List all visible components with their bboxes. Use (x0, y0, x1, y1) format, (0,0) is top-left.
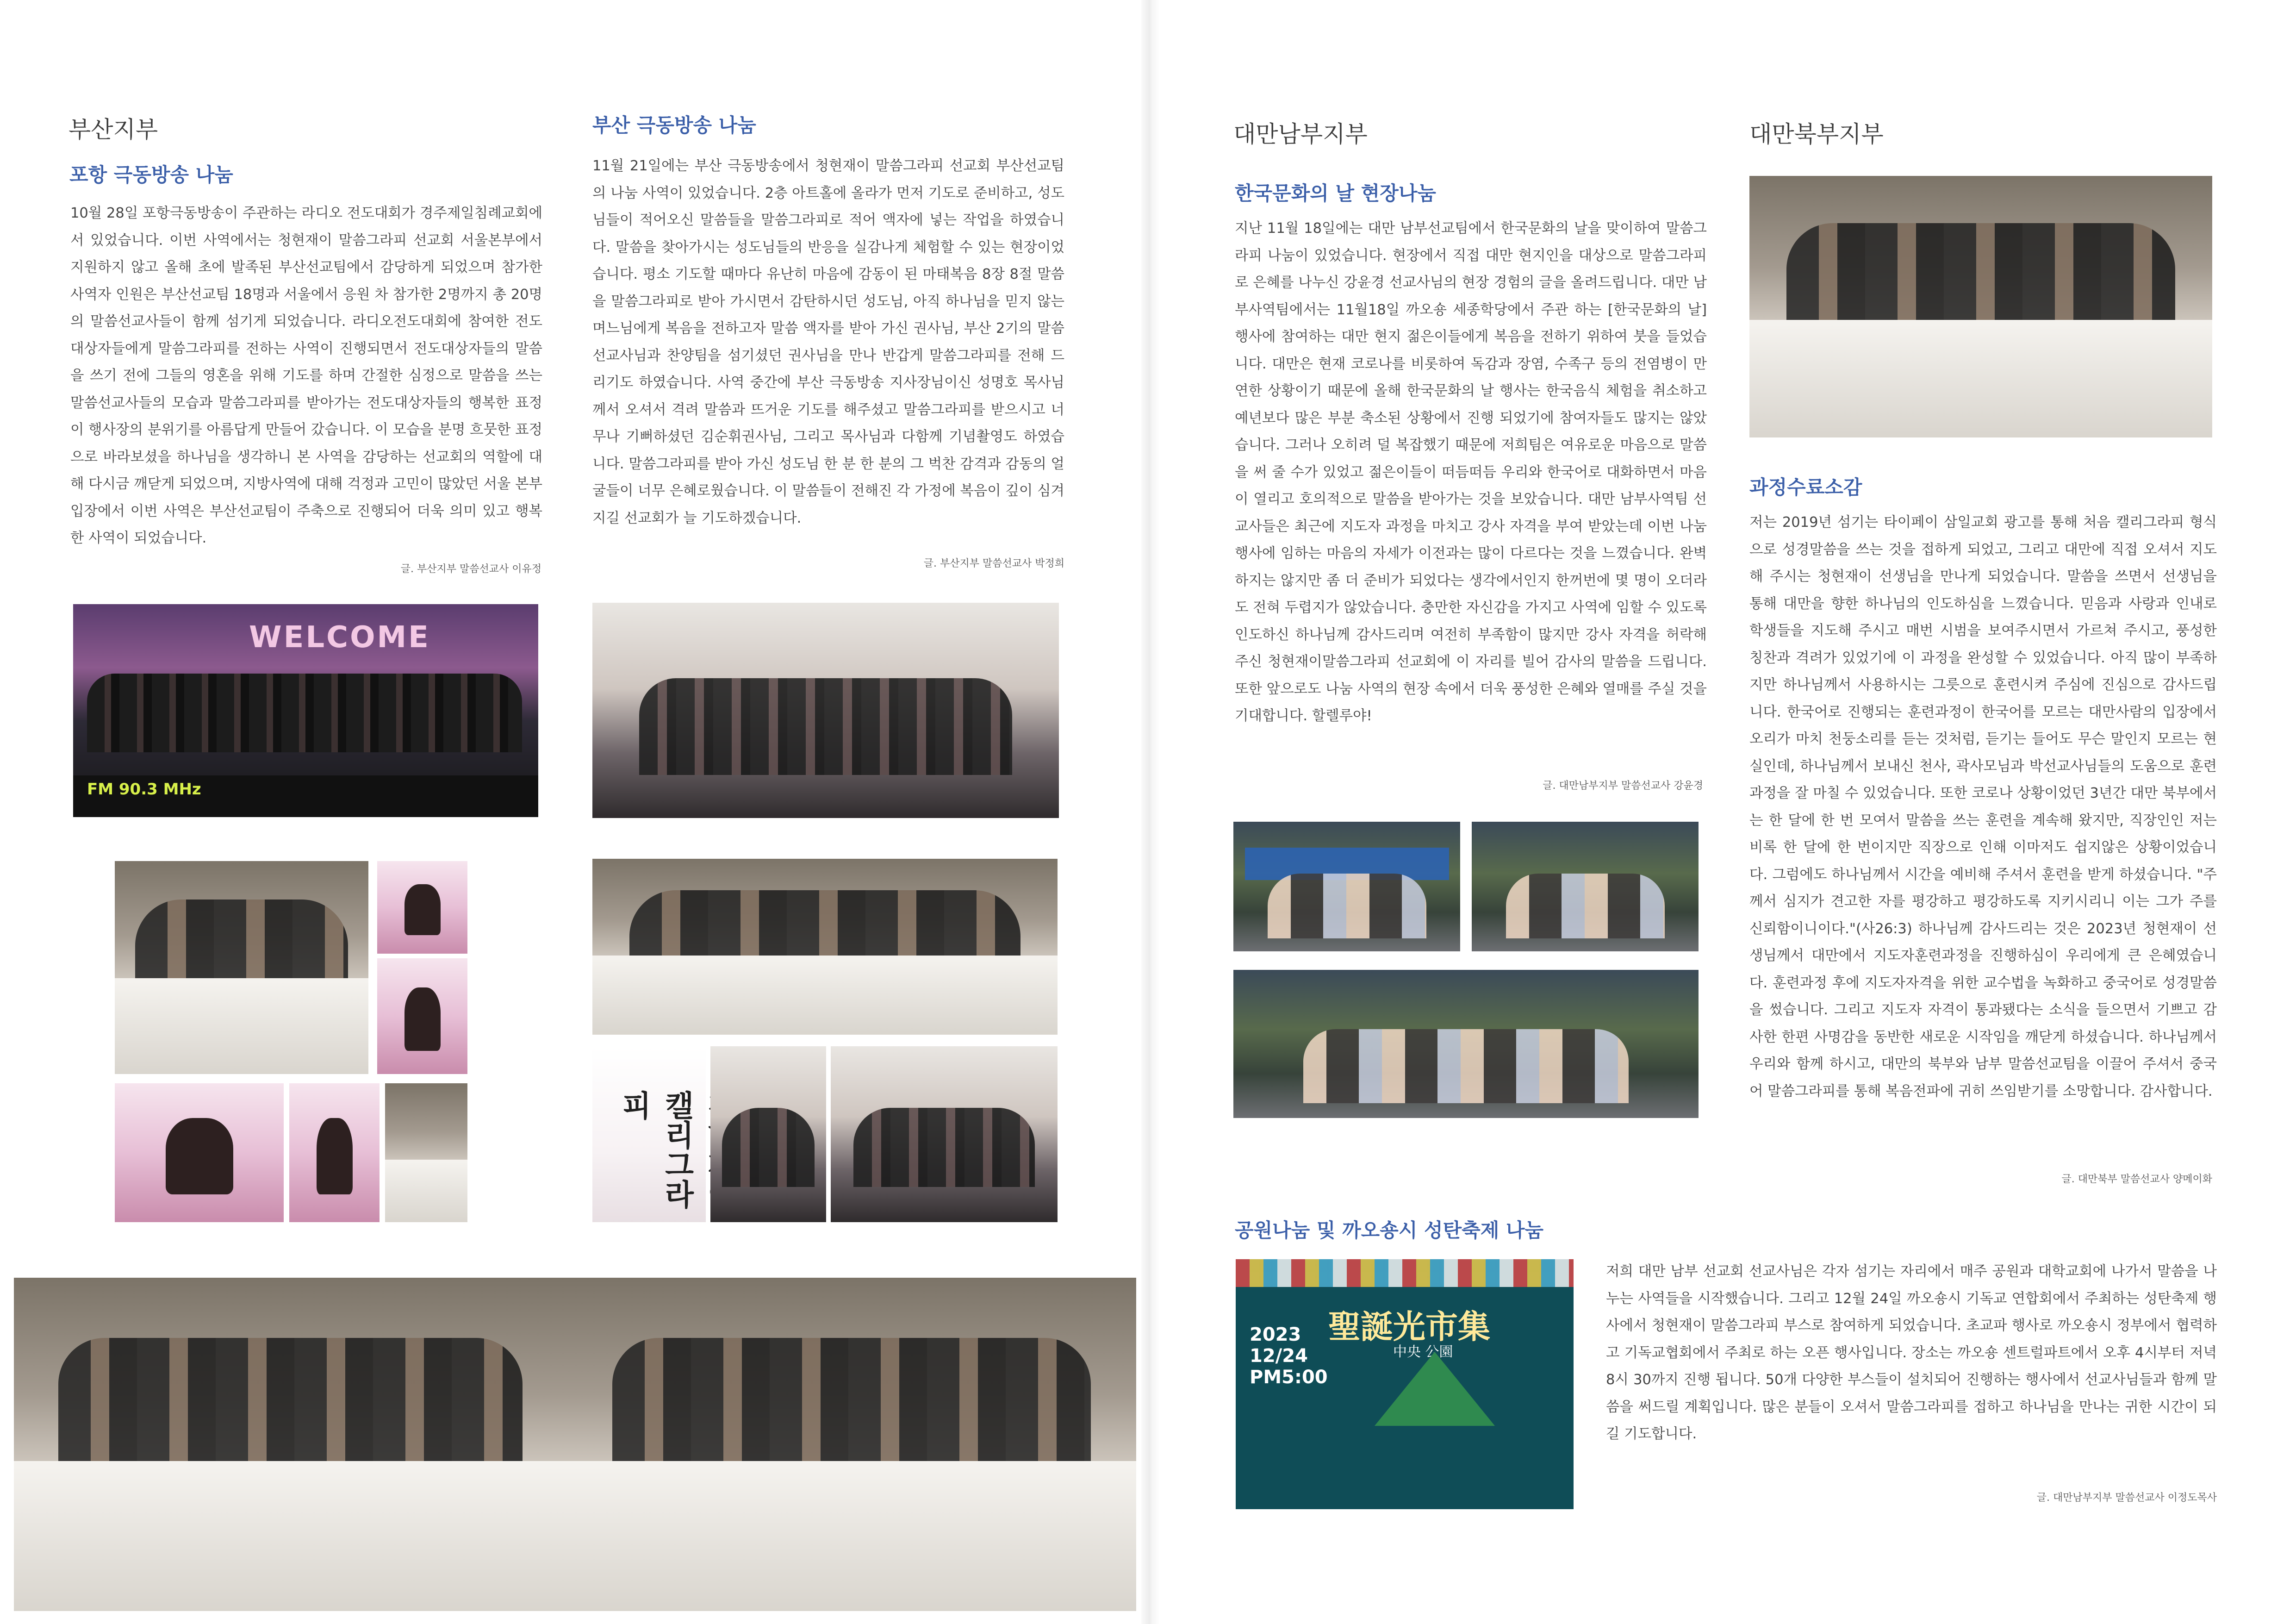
bottom-writing-photo-2 (567, 1278, 1136, 1611)
collage-photo-5 (385, 1083, 467, 1222)
table-top (385, 1160, 467, 1222)
poster-time: PM5:00 (1250, 1367, 1328, 1388)
people-group (1268, 874, 1426, 938)
taiwan-event-photo-2 (1472, 822, 1699, 951)
collage-photo-3 (115, 1083, 284, 1222)
table-top (1749, 320, 2212, 437)
banner-stand-photo (592, 1046, 706, 1222)
people-group (853, 1108, 1035, 1187)
body-busan-broadcast: 11월 21일에는 부산 극동방송에서 청현재이 말씀그라피 선교회 부산선교팀의 나눔 사역이 있었습니다. 2층 아트홀에 올라가 먼저 기도로 준비하고, 성도님들이 적어오신 말씀들을 말씀그라피로 적어 액자에 넣는 작업을 하였습니다. 말씀을 찾아가시는 성도님들의 반응을 실감나게 체험할 수 있는 현장이었습니다. 평소 기도할 때마다 유난히 마음에 감동이 된 마태복음 8장 8절 말씀을 말씀그라피로 받아 가시면서 감탄하시던 성도님, 아직 하나님을 믿지 않는 며느님에게 복음을 전하고자 말씀 액자를 받아 가신 권사님, 부산 2기의 말씀선교사님과 찬양팀을 섬기셨던 권사님을 만나 반갑게 말씀그라피를 전해 드리기도 하였습니다. 사역 중간에 부산 극동방송 지사장님이신 성명호 목사님께서 오셔서 격려 말씀과 뜨거운 기도를 해주셨고 말씀그라피를 받으시고 너무나 기뻐하셨던 김순휘권사님, 그리고 목사님과 다함께 기념촬영도 하였습니다. 말씀그라피를 받아 가신 성도님 한 분 한 분의 그 벅찬 감격과 감동의 얼굴들이 너무 은혜로웠습니다. 이 말씀들이 전해진 각 가정에 복음이 깊이 심겨지길 선교회가 늘 기도하겠습니다. (592, 158, 1064, 526)
credit-pohang: 글. 부산지부 말씀선교사 이유정 (400, 563, 541, 575)
people-group (639, 678, 1012, 775)
garland-decoration (1236, 1259, 1574, 1287)
section-title-taiwan-north: 대만북부지부 (1749, 121, 1884, 148)
table-top (14, 1461, 567, 1611)
poster-title: 聖誕光市集 (1328, 1308, 1490, 1346)
christmas-poster (1236, 1259, 1574, 1509)
person-figure (166, 1118, 233, 1194)
poster-day: 12/24 (1250, 1345, 1308, 1367)
collage-photo-4 (289, 1083, 380, 1222)
page-fold (1141, 0, 1160, 1624)
busan-group-photo (592, 603, 1059, 818)
taiwan-north-class-photo (1749, 176, 2212, 437)
section-title-busan: 부산지부 (68, 116, 158, 143)
person-figure (404, 987, 441, 1051)
subtitle-park-christmas: 공원나눔 및 까오숑시 성탄축제 나눔 (1235, 1219, 1544, 1242)
brush-lettering: 캘리그라피 (617, 1090, 694, 1209)
welcome-group-photo (73, 604, 538, 817)
family-photo (831, 1046, 1058, 1222)
writing-session-photo (592, 859, 1058, 1035)
subtitle-korea-culture-day: 한국문화의 날 현장나눔 (1235, 182, 1436, 205)
bottom-writing-photo-1 (14, 1278, 567, 1611)
credit-park-christmas: 글. 대만남부지부 말씀선교사 이정도목사 (2036, 1492, 2217, 1504)
people-group (722, 1108, 815, 1187)
people-group (1506, 874, 1665, 938)
credit-korea-culture-day: 글. 대만남부지부 말씀선교사 강윤경 (1543, 780, 1703, 792)
taiwan-event-photo-1 (1233, 822, 1460, 951)
person-figure (404, 884, 441, 935)
poster-date (1250, 1324, 1328, 1388)
body-korea-culture-day: 지난 11월 18일에는 대만 남부선교팀에서 한국문화의 날을 맞이하여 말씀그라피 나눔이 있었습니다. 현장에서 직접 대만 현지인을 대상으로 말씀그라피로 은혜를 나누신 강윤경 선교사님의 현장 경험의 글을 올려드립니다. 대만 남부사역팀에서는 11월18일 까오숑 세종학당에서 주관 하는 [한국문화의 날] 행사에 참여하는 대만 현지 젊은이들에게 복음을 전하기 위하여 붓을 들었습니다. 대만은 현재 코로나를 비롯하여 독감과 장염, 수족구 등의 전염병이 만연한 상황이기 때문에 올해 한국문화의 날 행사는 한국음식 체험을 취소하고 예년보다 많은 부분 축소된 상황에서 진행 되었기에 참여자들도 많지는 않았습니다. 그러나 오히려 덜 복잡했기 때문에 저희팀은 여유로운 마음으로 말씀을 써 줄 수가 있었고 젊은이들이 떠듬떠듬 우리와 한국어로 대화하면서 마음이 열리고 호의적으로 말씀을 받아가는 것을 보았습니다. 대만 남부사역팀 선교사들은 최근에 지도자 과정을 마치고 강사 자격을 부여 받았는데 이번 나눔 행사에 임하는 마음의 자세가 이전과는 많이 다르다는 것을 느꼈습니다. 완벽하지는 않지만 좀 더 준비가 되었다는 생각에서인지 한꺼번에 몇 명이 오더라도 전혀 두렵지가 않았습니다. 충만한 자신감을 가지고 사역에 임할 수 있도록 인도하신 하나님께 감사드리며 여전히 부족함이 많지만 강사 자격을 허락해 주신 청현재이말씀그라피 선교회에 이 자리를 빌어 감사의 말씀을 드립니다. 또한 앞으로도 나눔 사역의 현장 속에서 더욱 풍성한 은혜와 열매를 주실 것을 기대합니다. 할렐루야! (1235, 220, 1707, 724)
people-group (1303, 1029, 1629, 1103)
two-ladies-photo (710, 1046, 826, 1222)
poster-year: 2023 (1250, 1324, 1301, 1345)
welcome-banner-text: WELCOME (249, 620, 430, 655)
credit-course-review: 글. 대만북부 말씀선교사 양메이화 (2061, 1174, 2212, 1185)
poster-sub: 中央 公園 (1393, 1344, 1453, 1360)
subtitle-busan-broadcast: 부산 극동방송 나눔 (592, 114, 756, 137)
christmas-tree-icon (1375, 1352, 1495, 1426)
section-title-taiwan-south: 대만남부지부 (1233, 121, 1368, 148)
table-top (592, 956, 1058, 1035)
person-figure (317, 1118, 353, 1194)
credit-busan-broadcast: 글. 부산지부 말씀선교사 박정희 (923, 558, 1064, 569)
body-park-christmas: 저희 대만 남부 선교회 선교사님은 각자 섬기는 자리에서 매주 공원과 대학교회에 나가서 말씀을 나누는 사역들을 시작했습니다. 그리고 12월 24일 까오숑시 기독교 연합회에서 주최하는 성탄축제 행사에서 청현재이 말씀그라피 부스로 참여하게 되었습니다. 초교파 행사로 까오숑시 정부에서 협력하고 기독교협회에서 주최로 하는 오픈 행사입니다. 장소는 까오숑 센트럴파트에서 오후 4시부터 저녁 8시 30까지 진행 됩니다. 50개 다양한 부스들이 설치되어 진행하는 행사에서 선교사님들과 함께 말씀을 써드릴 계획입니다. 많은 분들이 오셔서 말씀그라피를 접하고 하나님을 만나는 귀한 시간이 되길 기도합니다. (1606, 1263, 2217, 1442)
table-top (115, 978, 368, 1074)
collage-photo-1 (377, 861, 467, 954)
subtitle-pohang: 포항 극동방송 나눔 (69, 163, 233, 186)
radio-frequency: FM 90.3 MHz (87, 780, 201, 799)
group-crowd (87, 674, 522, 752)
subtitle-course-review: 과정수료소감 (1749, 476, 1862, 499)
collage-photo-2 (377, 958, 467, 1074)
body-course-review: 저는 2019년 섬기는 타이페이 삼일교회 광고를 통해 처음 캘리그라피 형식으로 성경말씀을 쓰는 것을 접하게 되었고, 그리고 대만에 직접 오셔서 지도해 주시는 청현재이 선생님을 만나게 되었습니다. 말씀을 쓰면서 선생님을 통해 대만을 향한 하나님의 인도하심을 느꼈습니다. 믿음과 사랑과 인내로 학생들을 지도해 주시고 매번 시범을 보여주시면서 가르쳐 주시고, 풍성한 칭찬과 격려가 있었기에 이 과정을 완성할 수 있었습니다. 아직 많이 부족하지만 하나님께서 사용하시는 그릇으로 훈련시켜 주심에 진심으로 감사드립니다. 한국어로 진행되는 훈련과정이 한국어를 모르는 대만사람의 입장에서 오리가 마치 천둥소리를 듣는 것처럼, 듣기는 들어도 무슨 말인지 모르는 현실인데, 하나님께서 보내신 천사, 곽사모님과 박선교사님들의 도움으로 훈련과정을 잘 마칠 수 있었습니다. 또한 코로나 상황이었던 3년간 대만 북부에서는 한 달에 한 번 모여서 말씀을 쓰는 훈련을 계속해 왔지만, 직장인인 저는 비록 한 달에 한 번이지만 직장으로 인해 이마저도 쉽지않은 상황이었습니다. 그럼에도 하나님께서 시간을 예비해 주셔서 훈련을 받게 하셨습니다. "주께서 심지가 견고한 자를 평강하고 평강하도록 지키시리니 이는 그가 주를 신뢰함이니이다."(사26:3) 하나님께 감사드리는 것은 2023년 청현재이 선생님께서 대만에서 지도자훈련과정을 진행하심이 우리에게 큰 은혜였습니다. 훈련과정 후에 지도자자격을 위한 교수법을 녹화하고 중국어로 성경말씀을 썼습니다. 그리고 지도자 자격이 통과됐다는 소식을 들으면서 기쁘고 감사한 한편 사명감을 동반한 새로운 시작임을 깨닫게 하셨습니다. 하나님께서 우리와 함께 하시고, 대만의 북부와 남부 말씀선교팀을 이끌어 주셔서 중국어 말씀그라피를 통해 복음전파에 귀히 쓰임받기를 소망합니다. 감사합니다. (1749, 514, 2217, 1099)
taiwan-booth-photo (1233, 970, 1699, 1118)
collage-photo-writing (115, 861, 368, 1074)
body-pohang: 10월 28일 포항극동방송이 주관하는 라디오 전도대회가 경주제일침례교회에서 있었습니다. 이번 사역에서는 청현재이 말씀그라피 선교회 서울본부에서 지원하지 않고 올해 초에 발족된 부산선교팀에서 감당하게 되었으며 참가한 사역자 인원은 부산선교팀 18명과 서울에서 응원 차 참가한 2명까지 총 20명의 말씀선교사들이 함께 섬기게 되었습니다. 라디오전도대회에 참여한 전도대상자들에게 말씀그라피를 전하는 사역이 진행되면서 전도대상자들의 말씀을 쓰기 전에 그들의 영혼을 위해 기도를 하며 간절한 심정으로 말씀을 쓰는 말씀선교사들의 모습과 말씀그라피를 받아가는 전도대상자들의 행복한 표정이 행사장의 분위기를 아름답게 만들어 갔습니다. 이 모습을 분명 흐뭇한 표정으로 바라보셨을 하나님을 생각하니 본 사역을 감당하는 선교회의 역할에 대해 다시금 깨닫게 되었으며, 지방사역에 대해 걱정과 고민이 많았던 서울 본부 입장에서 이번 사역은 부산선교팀이 주축으로 진행되어 더욱 의미 있고 행복한 사역이 되었습니다. (70, 205, 542, 546)
table-top (567, 1461, 1136, 1611)
